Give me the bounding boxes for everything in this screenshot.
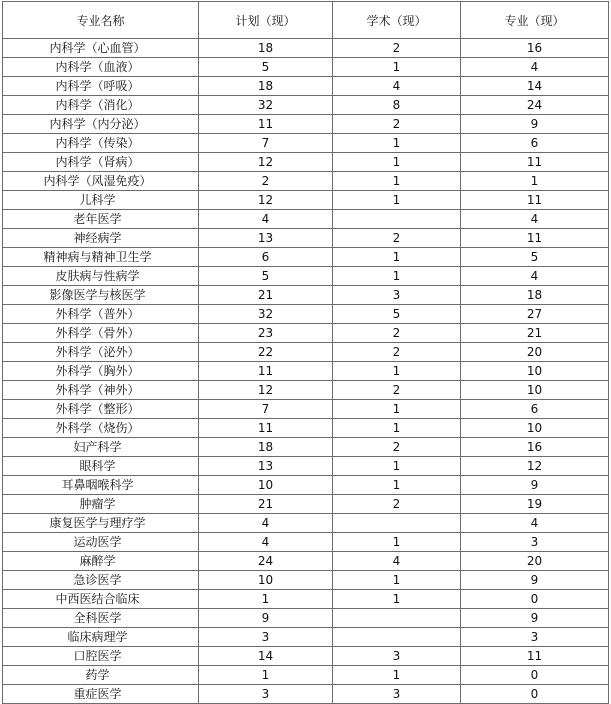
academic-count-cell: 1 [333, 419, 461, 438]
major-name-cell: 内科学（肾病） [3, 153, 199, 172]
major-name-cell: 康复医学与理疗学 [3, 514, 199, 533]
professional-count-cell: 6 [461, 400, 609, 419]
academic-count-cell: 4 [333, 552, 461, 571]
academic-count-cell: 1 [333, 153, 461, 172]
table-row [3, 381, 609, 400]
professional-count-cell: 10 [461, 381, 609, 400]
major-name-cell: 精神病与精神卫生学 [3, 248, 199, 267]
plan-count-cell: 21 [199, 286, 333, 305]
professional-count-cell: 20 [461, 552, 609, 571]
major-name-cell: 外科学（胸外） [3, 362, 199, 381]
table-header [3, 2, 609, 39]
academic-count-cell: 1 [333, 134, 461, 153]
major-name-cell: 外科学（泌外） [3, 343, 199, 362]
table-row [3, 647, 609, 666]
academic-count-cell: 1 [333, 191, 461, 210]
major-name-cell: 儿科学 [3, 191, 199, 210]
plan-count-cell: 22 [199, 343, 333, 362]
professional-count-cell: 4 [461, 210, 609, 229]
table-row [3, 362, 609, 381]
professional-count-cell: 18 [461, 286, 609, 305]
academic-count-cell: 1 [333, 172, 461, 191]
major-name-cell: 内科学（呼吸） [3, 77, 199, 96]
major-name-cell: 临床病理学 [3, 628, 199, 647]
academic-count-cell: 1 [333, 400, 461, 419]
academic-count-cell: 1 [333, 58, 461, 77]
professional-count-cell: 0 [461, 666, 609, 685]
table-row [3, 628, 609, 647]
major-name-cell: 外科学（骨外） [3, 324, 199, 343]
professional-count-cell: 27 [461, 305, 609, 324]
table-row [3, 666, 609, 685]
table-row [3, 267, 609, 286]
major-name-cell: 肿瘤学 [3, 495, 199, 514]
major-name-cell: 中西医结合临床 [3, 590, 199, 609]
header-academic: 学术（现） [333, 2, 461, 39]
header-professional: 专业（现） [461, 2, 609, 39]
major-name-cell: 内科学（消化） [3, 96, 199, 115]
professional-count-cell: 19 [461, 495, 609, 514]
academic-count-cell: 1 [333, 457, 461, 476]
header-major-name: 专业名称 [3, 2, 199, 39]
plan-count-cell: 12 [199, 191, 333, 210]
enrollment-table [2, 1, 609, 704]
plan-count-cell: 1 [199, 590, 333, 609]
academic-count-cell [333, 514, 461, 533]
academic-count-cell: 1 [333, 533, 461, 552]
major-name-cell: 内科学（心血管） [3, 39, 199, 58]
major-name-cell: 外科学（普外） [3, 305, 199, 324]
table-row [3, 400, 609, 419]
table-row [3, 39, 609, 58]
professional-count-cell: 4 [461, 514, 609, 533]
professional-count-cell: 9 [461, 571, 609, 590]
table-row [3, 514, 609, 533]
academic-count-cell [333, 609, 461, 628]
professional-count-cell: 10 [461, 419, 609, 438]
major-name-cell: 神经病学 [3, 229, 199, 248]
professional-count-cell: 10 [461, 362, 609, 381]
plan-count-cell: 3 [199, 628, 333, 647]
plan-count-cell: 18 [199, 39, 333, 58]
table-row [3, 248, 609, 267]
major-name-cell: 老年医学 [3, 210, 199, 229]
table-row [3, 476, 609, 495]
academic-count-cell: 1 [333, 362, 461, 381]
table-row [3, 96, 609, 115]
table-row [3, 77, 609, 96]
academic-count-cell: 8 [333, 96, 461, 115]
plan-count-cell: 7 [199, 134, 333, 153]
major-name-cell: 重症医学 [3, 685, 199, 704]
plan-count-cell: 11 [199, 362, 333, 381]
plan-count-cell: 2 [199, 172, 333, 191]
professional-count-cell: 16 [461, 39, 609, 58]
professional-count-cell: 11 [461, 153, 609, 172]
plan-count-cell: 32 [199, 305, 333, 324]
academic-count-cell: 3 [333, 286, 461, 305]
plan-count-cell: 7 [199, 400, 333, 419]
academic-count-cell: 1 [333, 666, 461, 685]
table-row [3, 533, 609, 552]
plan-count-cell: 4 [199, 210, 333, 229]
table-row [3, 571, 609, 590]
major-name-cell: 运动医学 [3, 533, 199, 552]
major-name-cell: 急诊医学 [3, 571, 199, 590]
plan-count-cell: 5 [199, 267, 333, 286]
table-row [3, 609, 609, 628]
table-row [3, 305, 609, 324]
table-row [3, 438, 609, 457]
professional-count-cell: 4 [461, 267, 609, 286]
major-name-cell: 耳鼻咽喉科学 [3, 476, 199, 495]
academic-count-cell: 3 [333, 685, 461, 704]
academic-count-cell: 3 [333, 647, 461, 666]
professional-count-cell: 11 [461, 191, 609, 210]
header-plan: 计划（现） [199, 2, 333, 39]
table-row [3, 172, 609, 191]
table-row [3, 286, 609, 305]
major-name-cell: 麻醉学 [3, 552, 199, 571]
table-row [3, 134, 609, 153]
academic-count-cell: 1 [333, 571, 461, 590]
plan-count-cell: 5 [199, 58, 333, 77]
academic-count-cell: 1 [333, 590, 461, 609]
table-row [3, 229, 609, 248]
professional-count-cell: 0 [461, 590, 609, 609]
professional-count-cell: 11 [461, 647, 609, 666]
table-row [3, 191, 609, 210]
major-name-cell: 眼科学 [3, 457, 199, 476]
major-name-cell: 皮肤病与性病学 [3, 267, 199, 286]
table-row [3, 457, 609, 476]
header-row [3, 2, 609, 39]
professional-count-cell: 14 [461, 77, 609, 96]
professional-count-cell: 16 [461, 438, 609, 457]
table-row [3, 343, 609, 362]
table-row [3, 115, 609, 134]
professional-count-cell: 9 [461, 115, 609, 134]
professional-count-cell: 3 [461, 533, 609, 552]
plan-count-cell: 9 [199, 609, 333, 628]
academic-count-cell: 5 [333, 305, 461, 324]
professional-count-cell: 21 [461, 324, 609, 343]
plan-count-cell: 4 [199, 533, 333, 552]
academic-count-cell [333, 628, 461, 647]
academic-count-cell: 2 [333, 39, 461, 58]
plan-count-cell: 24 [199, 552, 333, 571]
professional-count-cell: 6 [461, 134, 609, 153]
table-row [3, 590, 609, 609]
major-name-cell: 外科学（神外） [3, 381, 199, 400]
table-row [3, 419, 609, 438]
academic-count-cell: 4 [333, 77, 461, 96]
major-name-cell: 全科医学 [3, 609, 199, 628]
plan-count-cell: 1 [199, 666, 333, 685]
major-name-cell: 内科学（血液） [3, 58, 199, 77]
professional-count-cell: 11 [461, 229, 609, 248]
plan-count-cell: 4 [199, 514, 333, 533]
major-name-cell: 内科学（风湿免疫） [3, 172, 199, 191]
major-name-cell: 内科学（内分泌） [3, 115, 199, 134]
plan-count-cell: 14 [199, 647, 333, 666]
professional-count-cell: 9 [461, 609, 609, 628]
table-body [3, 39, 609, 704]
professional-count-cell: 12 [461, 457, 609, 476]
academic-count-cell: 2 [333, 324, 461, 343]
plan-count-cell: 10 [199, 571, 333, 590]
professional-count-cell: 3 [461, 628, 609, 647]
table-row [3, 552, 609, 571]
professional-count-cell: 20 [461, 343, 609, 362]
academic-count-cell: 2 [333, 438, 461, 457]
table-row [3, 58, 609, 77]
professional-count-cell: 5 [461, 248, 609, 267]
academic-count-cell: 1 [333, 267, 461, 286]
plan-count-cell: 12 [199, 381, 333, 400]
major-name-cell: 影像医学与核医学 [3, 286, 199, 305]
major-name-cell: 外科学（整形） [3, 400, 199, 419]
major-name-cell: 妇产科学 [3, 438, 199, 457]
plan-count-cell: 12 [199, 153, 333, 172]
professional-count-cell: 24 [461, 96, 609, 115]
academic-count-cell: 2 [333, 229, 461, 248]
table-row [3, 685, 609, 704]
major-name-cell: 药学 [3, 666, 199, 685]
major-name-cell: 外科学（烧伤） [3, 419, 199, 438]
academic-count-cell: 2 [333, 115, 461, 134]
table-row [3, 495, 609, 514]
academic-count-cell: 1 [333, 476, 461, 495]
plan-count-cell: 18 [199, 438, 333, 457]
plan-count-cell: 13 [199, 457, 333, 476]
plan-count-cell: 10 [199, 476, 333, 495]
plan-count-cell: 13 [199, 229, 333, 248]
plan-count-cell: 11 [199, 419, 333, 438]
academic-count-cell [333, 210, 461, 229]
table-row [3, 153, 609, 172]
major-name-cell: 内科学（传染） [3, 134, 199, 153]
plan-count-cell: 18 [199, 77, 333, 96]
professional-count-cell: 9 [461, 476, 609, 495]
academic-count-cell: 1 [333, 248, 461, 267]
professional-count-cell: 0 [461, 685, 609, 704]
plan-count-cell: 23 [199, 324, 333, 343]
professional-count-cell: 4 [461, 58, 609, 77]
plan-count-cell: 3 [199, 685, 333, 704]
plan-count-cell: 32 [199, 96, 333, 115]
plan-count-cell: 21 [199, 495, 333, 514]
plan-count-cell: 11 [199, 115, 333, 134]
academic-count-cell: 2 [333, 381, 461, 400]
table-row [3, 210, 609, 229]
professional-count-cell: 1 [461, 172, 609, 191]
academic-count-cell: 2 [333, 343, 461, 362]
plan-count-cell: 6 [199, 248, 333, 267]
academic-count-cell: 2 [333, 495, 461, 514]
table-row [3, 324, 609, 343]
major-name-cell: 口腔医学 [3, 647, 199, 666]
